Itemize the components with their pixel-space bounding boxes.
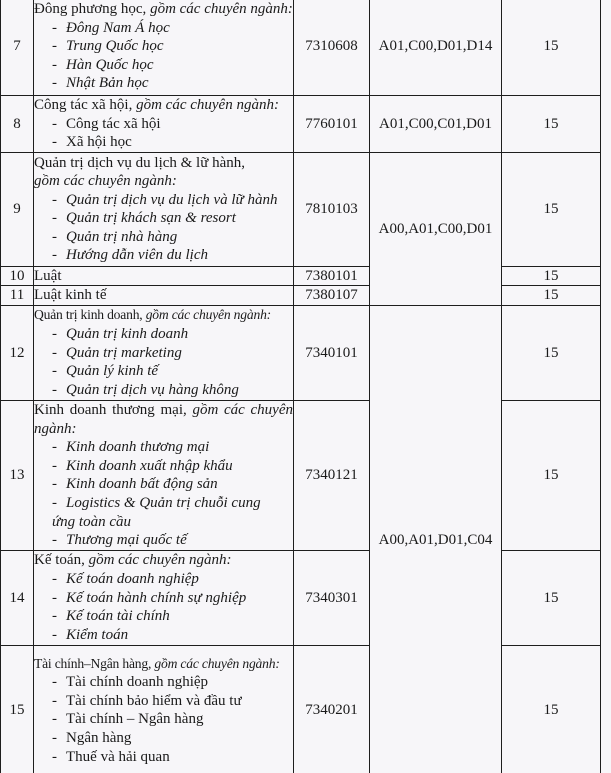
major-cell — [34, 286, 294, 306]
major-title: Tài chính–Ngân hàng, gồm các chuyên ngành: — [34, 655, 280, 671]
list-item: - Quản trị nhà hàng — [52, 228, 178, 245]
table-row — [1, 400, 601, 550]
major-cell — [34, 550, 294, 645]
list-item: - Công tác xã hội — [52, 115, 161, 132]
subject-combination: A01,C00,D01,D14 — [370, 0, 502, 96]
quota: 15 — [502, 96, 601, 153]
specialization-list — [34, 673, 293, 766]
quota: 15 — [502, 0, 601, 96]
row-number: 12 — [1, 305, 34, 400]
row-number: 11 — [1, 286, 34, 306]
list-item: - Kinh doanh xuất nhập khẩu — [52, 457, 233, 474]
specialization-list — [34, 570, 293, 644]
list-item: - Tài chính doanh nghiệp — [52, 674, 209, 691]
list-item: - Kinh doanh bất động sản — [52, 476, 218, 493]
major-title: Đông phương học, gồm các chuyên ngành: — [34, 1, 293, 18]
list-item: - Quản lý kinh tế — [52, 363, 159, 380]
row-number: 10 — [1, 266, 34, 286]
subject-combination: A01,C00,C01,D01 — [370, 96, 502, 153]
table-row — [1, 266, 601, 286]
list-item: - Thương mại quốc tế — [52, 532, 187, 549]
row-number: 13 — [1, 400, 34, 550]
list-item: - Logistics & Quản trị chuỗi cung ứng toàn cầu — [52, 495, 261, 530]
subject-combination: A00,A01,C00,D01 — [370, 152, 502, 305]
major-title: Kinh doanh thương mại, gồm các chuyên ngành: — [34, 402, 293, 437]
list-item: - Trung Quốc học — [52, 38, 164, 55]
row-number: 7 — [1, 0, 34, 96]
list-item: - Hướng dẫn viên du lịch — [52, 247, 208, 264]
major-code: 7380107 — [294, 286, 370, 306]
major-cell — [34, 96, 294, 153]
major-cell — [34, 305, 294, 400]
quota: 15 — [502, 286, 601, 306]
row-number: 14 — [1, 550, 34, 645]
major-cell — [34, 0, 294, 96]
table-row — [1, 96, 601, 153]
list-item: - Đông Nam Á học — [52, 19, 170, 36]
major-code: 7380101 — [294, 266, 370, 286]
major-title: Quản trị dịch vụ du lịch & lữ hành, — [34, 154, 246, 171]
list-item: - Xã hội học — [52, 134, 132, 151]
major-code: 7340301 — [294, 550, 370, 645]
table-row — [1, 286, 601, 306]
list-item: - Kiểm toán — [52, 626, 129, 643]
list-item: - Kế toán doanh nghiệp — [52, 571, 199, 588]
list-item: - Tài chính bảo hiểm và đầu tư — [52, 692, 242, 709]
major-title: Quản trị kinh doanh, gồm các chuyên ngành: — [34, 307, 271, 323]
major-code: 7810103 — [294, 152, 370, 266]
list-item: - Tài chính – Ngân hàng — [52, 711, 204, 728]
major-code: 7760101 — [294, 96, 370, 153]
specialization-list — [34, 438, 293, 550]
table-row — [1, 305, 601, 400]
table-row — [1, 152, 601, 266]
list-item: - Kế toán tài chính — [52, 608, 170, 625]
list-item: - Thuế và hải quan — [52, 748, 170, 765]
subject-combination: A00,A01,D01,C04 — [370, 305, 502, 773]
list-item: - Hàn Quốc học — [52, 56, 154, 73]
list-item: - Quản trị marketing — [52, 344, 182, 361]
table-row — [1, 645, 601, 773]
major-code: 7340201 — [294, 645, 370, 773]
table-row — [1, 550, 601, 645]
major-code: 7310608 — [294, 0, 370, 96]
list-item: - Quản trị dịch vụ du lịch và lữ hành — [52, 191, 278, 208]
list-item: - Quản trị dịch vụ hàng không — [52, 381, 239, 398]
specialization-list — [34, 19, 293, 93]
major-code: 7340121 — [294, 400, 370, 550]
major-title: Luật — [34, 267, 62, 284]
row-number: 8 — [1, 96, 34, 153]
row-number: 9 — [1, 152, 34, 266]
quota: 15 — [502, 266, 601, 286]
list-item: - Quản trị khách sạn & resort — [52, 210, 236, 227]
quota: 15 — [502, 152, 601, 266]
major-title: Luật kinh tế — [34, 287, 107, 304]
major-code: 7340101 — [294, 305, 370, 400]
major-subtitle: gồm các chuyên ngành: — [34, 173, 177, 190]
major-cell — [34, 266, 294, 286]
quota: 15 — [502, 645, 601, 773]
major-cell — [34, 400, 294, 550]
list-item: - Kế toán hành chính sự nghiệp — [52, 589, 247, 606]
list-item: - Quản trị kinh doanh — [52, 326, 189, 343]
table-row — [1, 0, 601, 96]
major-title: Kế toán, gồm các chuyên ngành: — [34, 552, 232, 569]
quota: 15 — [502, 305, 601, 400]
row-number: 15 — [1, 645, 34, 773]
list-item: - Ngân hàng — [52, 730, 132, 747]
list-item: - Kinh doanh thương mại — [52, 439, 210, 456]
specialization-list — [34, 325, 293, 399]
list-item: - Nhật Bản học — [52, 75, 149, 92]
quota: 15 — [502, 400, 601, 550]
specialization-list — [34, 115, 293, 152]
major-title: Công tác xã hội, gồm các chuyên ngành: — [34, 97, 279, 113]
major-cell — [34, 645, 294, 773]
specialization-list — [34, 191, 293, 265]
major-cell — [34, 152, 294, 266]
quota: 15 — [502, 550, 601, 645]
